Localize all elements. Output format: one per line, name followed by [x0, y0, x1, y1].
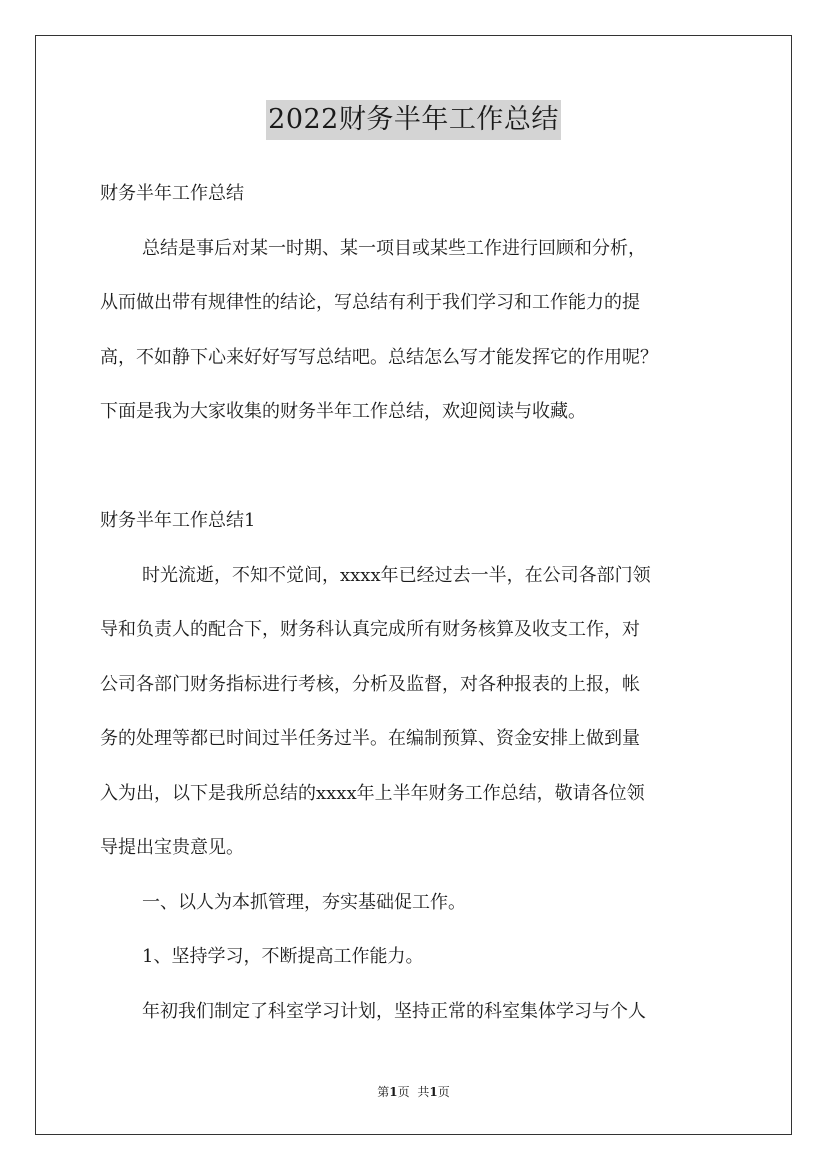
- text-line: 导和负责人的配合下，财务科认真完成所有财务核算及收支工作，对: [100, 619, 640, 640]
- text-line: 入为出，以下是我所总结的xxxx年上半年财务工作总结，敬请各位领: [100, 782, 645, 804]
- text-line: 财务半年工作总结1: [100, 510, 256, 531]
- page-prefix: 第: [377, 1085, 390, 1099]
- text-line: 高，不如静下心来好好写写总结吧。总结怎么写才能发挥它的作用呢？: [100, 346, 658, 368]
- title-wrap: [0, 100, 827, 140]
- page-suffix: 页: [397, 1085, 410, 1099]
- page-footer: [0, 1083, 827, 1101]
- text-line: [100, 440, 728, 495]
- text-line: 从而做出带有规律性的结论，写总结有利于我们学习和工作能力的提: [100, 292, 640, 313]
- text-line: 一、以人为本抓管理，夯实基础促工作。: [142, 891, 466, 913]
- text-line: 1、坚持学习，不断提高工作能力。: [142, 946, 424, 967]
- page-number: 1: [389, 1085, 398, 1099]
- total-suffix: 页: [437, 1085, 450, 1099]
- text-line: 务的处理等都已时间过半任务过半。在编制预算、资金安排上做到量: [100, 728, 640, 749]
- total-pages: 1: [429, 1085, 438, 1099]
- text-line: 年初我们制定了科室学习计划，坚持正常的科室集体学习与个人: [142, 1000, 646, 1022]
- text-line: 财务半年工作总结: [100, 183, 244, 204]
- text-line: 时光流逝，不知不觉间，xxxx年已经过去一半，在公司各部门领: [142, 564, 651, 586]
- text-line: 下面是我为大家收集的财务半年工作总结，欢迎阅读与收藏。: [100, 401, 586, 422]
- document-body: [100, 167, 728, 1039]
- text-line: 总结是事后对某一时期、某一项目或某些工作进行回顾和分析，: [142, 237, 646, 259]
- total-prefix: 共: [417, 1085, 430, 1099]
- text-line: 导提出宝贵意见。: [100, 837, 244, 858]
- document-title: 2022财务半年工作总结: [266, 100, 561, 140]
- text-line: 公司各部门财务指标进行考核，分析及监督，对各种报表的上报，帐: [100, 673, 640, 695]
